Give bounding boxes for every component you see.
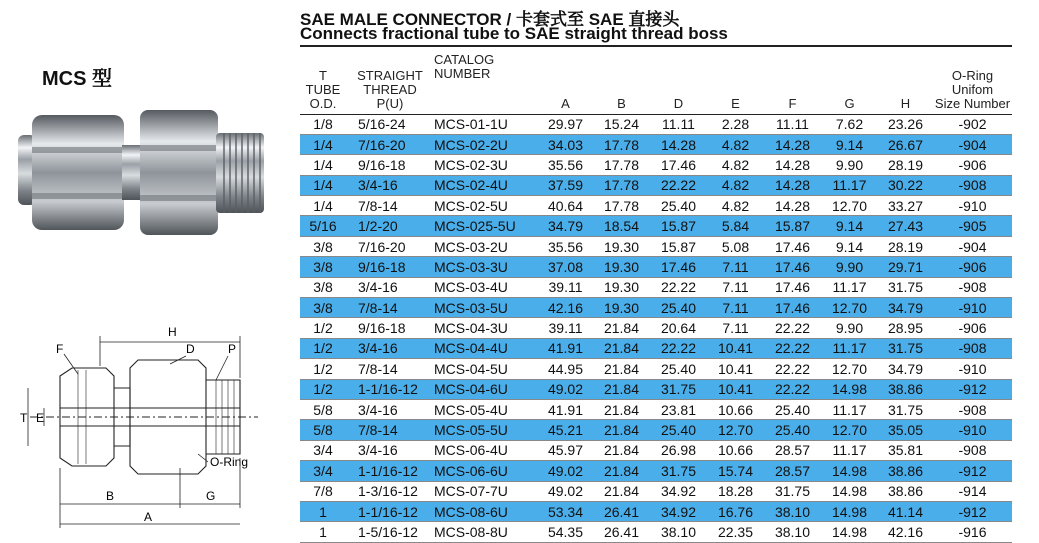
table-row xyxy=(300,134,1012,154)
cell-dim-g: 12.70 xyxy=(821,298,878,318)
cell-dim-b: 21.84 xyxy=(593,399,650,419)
header-h: H xyxy=(900,95,911,111)
cell-dim-g: 11.17 xyxy=(821,399,878,419)
cell-tube-od: 1/2 xyxy=(300,318,346,338)
table-row xyxy=(300,420,1012,440)
cell-catalog-number: MCS-02-5U xyxy=(434,196,538,216)
cell-tube-od: 3/4 xyxy=(300,461,346,481)
cell-dim-f: 22.22 xyxy=(764,359,821,379)
cell-tube-od: 3/4 xyxy=(300,440,346,460)
cell-dim-e: 5.84 xyxy=(707,216,764,236)
cell-oring-size: -912 xyxy=(933,501,1012,521)
cell-oring-size: -910 xyxy=(933,359,1012,379)
cell-dim-d: 25.40 xyxy=(650,298,707,318)
cell-dim-h: 27.43 xyxy=(878,216,933,236)
cell-dim-f: 14.28 xyxy=(764,175,821,195)
cell-dim-g: 11.17 xyxy=(821,440,878,460)
cell-dim-b: 17.78 xyxy=(593,175,650,195)
cell-dim-g: 9.14 xyxy=(821,134,878,154)
cell-straight-thread: 9/16-18 xyxy=(346,155,434,175)
cell-dim-a: 44.95 xyxy=(538,359,593,379)
cell-catalog-number: MCS-04-3U xyxy=(434,318,538,338)
cell-dim-e: 4.82 xyxy=(707,196,764,216)
cell-straight-thread: 1-1/16-12 xyxy=(346,461,434,481)
cell-dim-f: 17.46 xyxy=(764,236,821,256)
cell-straight-thread: 7/16-20 xyxy=(346,236,434,256)
cell-dim-e: 10.41 xyxy=(707,338,764,358)
model-label: MCS 型 xyxy=(42,68,112,90)
dimension-drawing xyxy=(20,318,270,533)
cell-dim-a: 34.03 xyxy=(538,134,593,154)
label-d: D xyxy=(186,342,195,356)
cell-tube-od: 3/8 xyxy=(300,277,346,297)
cell-straight-thread: 1-3/16-12 xyxy=(346,481,434,501)
table-row xyxy=(300,236,1012,256)
cell-dim-a: 37.08 xyxy=(538,257,593,277)
cell-dim-a: 37.59 xyxy=(538,175,593,195)
cell-oring-size: -905 xyxy=(933,216,1012,236)
label-b: B xyxy=(106,489,115,503)
label-f: F xyxy=(56,342,64,356)
table-row xyxy=(300,338,1012,358)
cell-straight-thread: 7/8-14 xyxy=(346,359,434,379)
cell-dim-b: 19.30 xyxy=(593,257,650,277)
cell-dim-d: 26.98 xyxy=(650,440,707,460)
label-a: A xyxy=(144,510,153,524)
cell-dim-b: 19.30 xyxy=(593,277,650,297)
cell-tube-od: 1/2 xyxy=(300,359,346,379)
header-f: F xyxy=(788,95,797,111)
cell-dim-b: 26.41 xyxy=(593,522,650,542)
cell-dim-e: 4.82 xyxy=(707,155,764,175)
cell-dim-b: 19.30 xyxy=(593,298,650,318)
label-e: E xyxy=(36,411,45,425)
cell-dim-a: 45.21 xyxy=(538,420,593,440)
cell-tube-od: 5/8 xyxy=(300,420,346,440)
cell-dim-e: 4.82 xyxy=(707,175,764,195)
cell-dim-d: 25.40 xyxy=(650,196,707,216)
header-d: D xyxy=(673,95,684,111)
cell-dim-a: 45.97 xyxy=(538,440,593,460)
cell-dim-f: 14.28 xyxy=(764,196,821,216)
cell-dim-f: 17.46 xyxy=(764,277,821,297)
cell-oring-size: -906 xyxy=(933,257,1012,277)
cell-straight-thread: 3/4-16 xyxy=(346,440,434,460)
cell-dim-e: 16.76 xyxy=(707,501,764,521)
cell-catalog-number: MCS-04-5U xyxy=(434,359,538,379)
table-row xyxy=(300,196,1012,216)
cell-dim-f: 22.22 xyxy=(764,379,821,399)
label-t: T xyxy=(20,411,28,425)
cell-dim-a: 39.11 xyxy=(538,318,593,338)
cell-dim-b: 21.84 xyxy=(593,379,650,399)
cell-dim-h: 38.86 xyxy=(878,461,933,481)
cell-dim-a: 35.56 xyxy=(538,236,593,256)
cell-oring-size: -908 xyxy=(933,175,1012,195)
table-row xyxy=(300,399,1012,419)
cell-dim-h: 31.75 xyxy=(878,399,933,419)
cell-dim-d: 20.64 xyxy=(650,318,707,338)
cell-dim-f: 38.10 xyxy=(764,522,821,542)
cell-tube-od: 5/16 xyxy=(300,216,346,236)
cell-catalog-number: MCS-03-4U xyxy=(434,277,538,297)
cell-dim-e: 18.28 xyxy=(707,481,764,501)
cell-dim-d: 15.87 xyxy=(650,216,707,236)
cell-dim-e: 2.28 xyxy=(707,114,764,134)
cell-dim-a: 35.56 xyxy=(538,155,593,175)
cell-catalog-number: MCS-05-4U xyxy=(434,399,538,419)
table-row xyxy=(300,440,1012,460)
cell-oring-size: -904 xyxy=(933,236,1012,256)
cell-dim-f: 11.11 xyxy=(764,114,821,134)
cell-catalog-number: MCS-03-3U xyxy=(434,257,538,277)
cell-dim-b: 17.78 xyxy=(593,196,650,216)
cell-catalog-number: MCS-03-2U xyxy=(434,236,538,256)
cell-dim-d: 22.22 xyxy=(650,277,707,297)
cell-dim-d: 14.28 xyxy=(650,134,707,154)
spec-table xyxy=(300,51,1012,543)
cell-straight-thread: 1/2-20 xyxy=(346,216,434,236)
cell-catalog-number: MCS-01-1U xyxy=(434,114,538,134)
cell-dim-a: 41.91 xyxy=(538,399,593,419)
cell-dim-h: 41.14 xyxy=(878,501,933,521)
cell-dim-g: 14.98 xyxy=(821,501,878,521)
cell-dim-f: 25.40 xyxy=(764,399,821,419)
cell-oring-size: -914 xyxy=(933,481,1012,501)
cell-dim-e: 10.41 xyxy=(707,359,764,379)
cell-dim-g: 14.98 xyxy=(821,379,878,399)
connector-photo xyxy=(18,105,266,245)
cell-oring-size: -910 xyxy=(933,196,1012,216)
cell-dim-e: 10.66 xyxy=(707,440,764,460)
cell-dim-f: 28.57 xyxy=(764,461,821,481)
cell-tube-od: 1 xyxy=(300,522,346,542)
cell-dim-g: 9.14 xyxy=(821,216,878,236)
cell-tube-od: 1/8 xyxy=(300,114,346,134)
cell-catalog-number: MCS-03-5U xyxy=(434,298,538,318)
table-row xyxy=(300,522,1012,542)
cell-dim-b: 21.84 xyxy=(593,461,650,481)
cell-dim-a: 29.97 xyxy=(538,114,593,134)
cell-dim-e: 4.82 xyxy=(707,134,764,154)
cell-tube-od: 1/4 xyxy=(300,155,346,175)
cell-dim-e: 15.74 xyxy=(707,461,764,481)
cell-oring-size: -916 xyxy=(933,522,1012,542)
table-row xyxy=(300,481,1012,501)
title-divider xyxy=(300,45,1012,47)
cell-dim-f: 31.75 xyxy=(764,481,821,501)
cell-tube-od: 1/2 xyxy=(300,379,346,399)
cell-dim-a: 49.02 xyxy=(538,379,593,399)
cell-dim-b: 21.84 xyxy=(593,420,650,440)
cell-dim-f: 14.28 xyxy=(764,134,821,154)
cell-dim-g: 12.70 xyxy=(821,196,878,216)
cell-catalog-number: MCS-08-6U xyxy=(434,501,538,521)
cell-dim-d: 17.46 xyxy=(650,155,707,175)
cell-dim-f: 38.10 xyxy=(764,501,821,521)
cell-dim-b: 17.78 xyxy=(593,155,650,175)
cell-catalog-number: MCS-02-2U xyxy=(434,134,538,154)
cell-catalog-number: MCS-025-5U xyxy=(434,216,538,236)
cell-dim-d: 22.22 xyxy=(650,338,707,358)
cell-catalog-number: MCS-05-5U xyxy=(434,420,538,440)
cell-oring-size: -908 xyxy=(933,440,1012,460)
cell-tube-od: 5/8 xyxy=(300,399,346,419)
cell-dim-h: 38.86 xyxy=(878,481,933,501)
cell-dim-h: 26.67 xyxy=(878,134,933,154)
table-row xyxy=(300,257,1012,277)
cell-dim-a: 39.11 xyxy=(538,277,593,297)
cell-dim-b: 21.84 xyxy=(593,481,650,501)
cell-dim-d: 15.87 xyxy=(650,236,707,256)
cell-dim-a: 49.02 xyxy=(538,461,593,481)
table-row xyxy=(300,501,1012,521)
table-row xyxy=(300,298,1012,318)
cell-dim-h: 35.05 xyxy=(878,420,933,440)
cell-oring-size: -910 xyxy=(933,420,1012,440)
label-oring: O-Ring xyxy=(210,455,249,469)
cell-dim-h: 28.19 xyxy=(878,236,933,256)
cell-catalog-number: MCS-06-6U xyxy=(434,461,538,481)
table-row xyxy=(300,277,1012,297)
cell-straight-thread: 7/8-14 xyxy=(346,420,434,440)
cell-catalog-number: MCS-02-4U xyxy=(434,175,538,195)
cell-dim-f: 28.57 xyxy=(764,440,821,460)
cell-catalog-number: MCS-04-4U xyxy=(434,338,538,358)
cell-straight-thread: 7/8-14 xyxy=(346,196,434,216)
header-tube-od: T TUBE O.D. xyxy=(305,67,341,111)
cell-dim-d: 34.92 xyxy=(650,501,707,521)
cell-tube-od: 1/4 xyxy=(300,175,346,195)
cell-straight-thread: 3/4-16 xyxy=(346,277,434,297)
cell-dim-g: 14.98 xyxy=(821,481,878,501)
header-e: E xyxy=(731,95,740,111)
cell-dim-f: 22.22 xyxy=(764,318,821,338)
cell-dim-d: 11.11 xyxy=(650,114,707,134)
cell-dim-b: 21.84 xyxy=(593,440,650,460)
cell-dim-d: 38.10 xyxy=(650,522,707,542)
cell-catalog-number: MCS-02-3U xyxy=(434,155,538,175)
cell-dim-h: 38.86 xyxy=(878,379,933,399)
cell-dim-e: 10.41 xyxy=(707,379,764,399)
cell-straight-thread: 1-5/16-12 xyxy=(346,522,434,542)
cell-dim-h: 35.81 xyxy=(878,440,933,460)
cell-dim-e: 7.11 xyxy=(707,318,764,338)
cell-dim-d: 25.40 xyxy=(650,359,707,379)
cell-dim-b: 18.54 xyxy=(593,216,650,236)
header-oring-size: O-Ring Unifom Size Number xyxy=(934,67,1011,111)
cell-oring-size: -906 xyxy=(933,155,1012,175)
cell-tube-od: 7/8 xyxy=(300,481,346,501)
label-p: P xyxy=(228,342,237,356)
cell-dim-d: 22.22 xyxy=(650,175,707,195)
cell-dim-h: 30.22 xyxy=(878,175,933,195)
cell-straight-thread: 3/4-16 xyxy=(346,338,434,358)
cell-dim-f: 17.46 xyxy=(764,257,821,277)
cell-dim-h: 34.79 xyxy=(878,359,933,379)
cell-dim-h: 34.79 xyxy=(878,298,933,318)
cell-dim-g: 9.90 xyxy=(821,318,878,338)
table-row xyxy=(300,461,1012,481)
header-straight-thread: STRAIGHT THREAD P(U) xyxy=(357,67,423,111)
cell-dim-g: 12.70 xyxy=(821,420,878,440)
cell-oring-size: -904 xyxy=(933,134,1012,154)
cell-dim-e: 7.11 xyxy=(707,277,764,297)
cell-oring-size: -908 xyxy=(933,399,1012,419)
cell-dim-e: 10.66 xyxy=(707,399,764,419)
cell-dim-d: 17.46 xyxy=(650,257,707,277)
cell-dim-g: 9.90 xyxy=(821,155,878,175)
cell-dim-f: 25.40 xyxy=(764,420,821,440)
cell-dim-b: 26.41 xyxy=(593,501,650,521)
cell-straight-thread: 5/16-24 xyxy=(346,114,434,134)
cell-dim-a: 34.79 xyxy=(538,216,593,236)
cell-dim-f: 14.28 xyxy=(764,155,821,175)
table-row xyxy=(300,318,1012,338)
cell-tube-od: 3/8 xyxy=(300,298,346,318)
table-row xyxy=(300,216,1012,236)
cell-straight-thread: 9/16-18 xyxy=(346,318,434,338)
title-line-1: SAE MALE CONNECTOR / 卡套式至 SAE 直接头 xyxy=(300,10,680,29)
cell-dim-h: 31.75 xyxy=(878,338,933,358)
cell-dim-a: 49.02 xyxy=(538,481,593,501)
cell-dim-h: 33.27 xyxy=(878,196,933,216)
cell-dim-h: 31.75 xyxy=(878,277,933,297)
header-a: A xyxy=(561,95,570,111)
cell-dim-a: 53.34 xyxy=(538,501,593,521)
cell-tube-od: 1/4 xyxy=(300,134,346,154)
cell-dim-g: 7.62 xyxy=(821,114,878,134)
cell-dim-h: 28.19 xyxy=(878,155,933,175)
table-row xyxy=(300,359,1012,379)
cell-dim-f: 22.22 xyxy=(764,338,821,358)
cell-dim-a: 40.64 xyxy=(538,196,593,216)
cell-catalog-number: MCS-04-6U xyxy=(434,379,538,399)
header-g: G xyxy=(844,95,855,111)
cell-dim-e: 22.35 xyxy=(707,522,764,542)
title-line-2: Connects fractional tube to SAE straight thread boss xyxy=(300,24,728,43)
cell-oring-size: -912 xyxy=(933,379,1012,399)
cell-straight-thread: 3/4-16 xyxy=(346,399,434,419)
cell-tube-od: 1/2 xyxy=(300,338,346,358)
cell-tube-od: 1 xyxy=(300,501,346,521)
cell-dim-e: 7.11 xyxy=(707,257,764,277)
table-row xyxy=(300,114,1012,134)
cell-dim-h: 23.26 xyxy=(878,114,933,134)
cell-dim-b: 21.84 xyxy=(593,318,650,338)
header-catalog-number: CATALOG NUMBER xyxy=(434,52,495,81)
cell-dim-g: 9.14 xyxy=(821,236,878,256)
table-row xyxy=(300,175,1012,195)
cell-tube-od: 3/8 xyxy=(300,257,346,277)
label-h: H xyxy=(168,325,177,339)
cell-dim-f: 15.87 xyxy=(764,216,821,236)
cell-dim-b: 19.30 xyxy=(593,236,650,256)
cell-dim-a: 42.16 xyxy=(538,298,593,318)
cell-straight-thread: 7/16-20 xyxy=(346,134,434,154)
cell-oring-size: -910 xyxy=(933,298,1012,318)
cell-straight-thread: 3/4-16 xyxy=(346,175,434,195)
cell-dim-b: 15.24 xyxy=(593,114,650,134)
cell-oring-size: -908 xyxy=(933,338,1012,358)
label-g: G xyxy=(206,489,216,503)
cell-straight-thread: 7/8-14 xyxy=(346,298,434,318)
table-row xyxy=(300,155,1012,175)
cell-dim-d: 31.75 xyxy=(650,379,707,399)
cell-straight-thread: 9/16-18 xyxy=(346,257,434,277)
cell-tube-od: 1/4 xyxy=(300,196,346,216)
cell-dim-h: 28.95 xyxy=(878,318,933,338)
cell-dim-d: 23.81 xyxy=(650,399,707,419)
table-row xyxy=(300,379,1012,399)
cell-dim-h: 29.71 xyxy=(878,257,933,277)
cell-oring-size: -908 xyxy=(933,277,1012,297)
cell-dim-a: 54.35 xyxy=(538,522,593,542)
cell-dim-g: 14.98 xyxy=(821,461,878,481)
cell-dim-b: 17.78 xyxy=(593,134,650,154)
cell-dim-a: 41.91 xyxy=(538,338,593,358)
cell-dim-g: 11.17 xyxy=(821,175,878,195)
cell-catalog-number: MCS-07-7U xyxy=(434,481,538,501)
cell-straight-thread: 1-1/16-12 xyxy=(346,501,434,521)
cell-dim-f: 17.46 xyxy=(764,298,821,318)
cell-dim-d: 34.92 xyxy=(650,481,707,501)
cell-dim-b: 21.84 xyxy=(593,359,650,379)
cell-dim-g: 14.98 xyxy=(821,522,878,542)
cell-dim-b: 21.84 xyxy=(593,338,650,358)
cell-dim-g: 11.17 xyxy=(821,338,878,358)
cell-catalog-number: MCS-06-4U xyxy=(434,440,538,460)
header-b: B xyxy=(617,95,626,111)
cell-oring-size: -912 xyxy=(933,461,1012,481)
cell-oring-size: -906 xyxy=(933,318,1012,338)
cell-straight-thread: 1-1/16-12 xyxy=(346,379,434,399)
table-header-row xyxy=(300,51,1012,114)
cell-dim-e: 12.70 xyxy=(707,420,764,440)
cell-tube-od: 3/8 xyxy=(300,236,346,256)
cell-dim-g: 11.17 xyxy=(821,277,878,297)
cell-dim-d: 31.75 xyxy=(650,461,707,481)
cell-dim-e: 7.11 xyxy=(707,298,764,318)
cell-oring-size: -902 xyxy=(933,114,1012,134)
cell-dim-g: 9.90 xyxy=(821,257,878,277)
cell-dim-h: 42.16 xyxy=(878,522,933,542)
cell-dim-d: 25.40 xyxy=(650,420,707,440)
cell-catalog-number: MCS-08-8U xyxy=(434,522,538,542)
cell-dim-e: 5.08 xyxy=(707,236,764,256)
cell-dim-g: 12.70 xyxy=(821,359,878,379)
